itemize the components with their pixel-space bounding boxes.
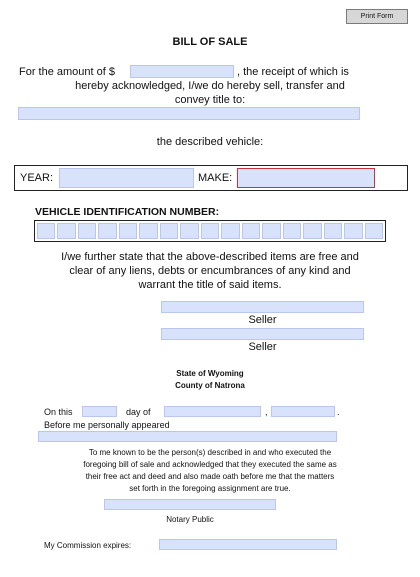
buyer-name-input[interactable] [18, 107, 360, 120]
vin-character-input[interactable] [119, 223, 137, 239]
vin-character-input[interactable] [57, 223, 75, 239]
comma-text: , [265, 407, 268, 417]
amount-suffix-text: , the receipt of which is [237, 66, 349, 78]
vin-character-input[interactable] [98, 223, 116, 239]
vin-character-input[interactable] [180, 223, 198, 239]
vin-character-input[interactable] [283, 223, 301, 239]
year-input[interactable] [59, 168, 194, 188]
described-vehicle-text: the described vehicle: [156, 136, 264, 148]
appeared-name-input[interactable] [38, 431, 337, 442]
on-this-text: On this [44, 407, 73, 417]
vin-character-input[interactable] [324, 223, 342, 239]
seller-2-label: Seller [248, 341, 277, 353]
page-title: BILL OF SALE [172, 36, 248, 48]
vin-character-input[interactable] [160, 223, 178, 239]
commission-label: My Commission expires: [44, 541, 132, 550]
notary-month-input[interactable] [164, 406, 261, 417]
year-label: YEAR: [20, 172, 54, 184]
make-input[interactable] [237, 168, 375, 188]
vin-character-input[interactable] [221, 223, 239, 239]
statement-line-2: clear of any liens, debts or encumbrances of any kind and [69, 265, 351, 277]
notary-para-3: their free act and deed and also made oath before me that the matters [85, 472, 335, 481]
seller-2-input[interactable] [161, 328, 364, 340]
notary-para-4: set forth in the foregoing assignment are true. [129, 484, 291, 493]
vin-character-input[interactable] [37, 223, 55, 239]
vin-character-input[interactable] [303, 223, 321, 239]
notary-signature-input[interactable] [104, 499, 276, 510]
vin-label: VEHICLE IDENTIFICATION NUMBER: [35, 206, 220, 218]
vin-character-input[interactable] [78, 223, 96, 239]
vin-character-input[interactable] [365, 223, 383, 239]
seller-1-input[interactable] [161, 301, 364, 313]
statement-line-1: I/we further state that the above-described items are free and [61, 251, 359, 263]
make-label: MAKE: [198, 172, 233, 184]
notary-year-input[interactable] [271, 406, 335, 417]
vin-character-input[interactable] [344, 223, 362, 239]
notary-public-label: Notary Public [166, 515, 214, 524]
notary-county: County of Natrona [175, 381, 245, 390]
vin-input-row [34, 220, 386, 242]
notary-state: State of Wyoming [176, 369, 244, 378]
vin-character-input[interactable] [262, 223, 280, 239]
notary-para-1: To me known to be the person(s) described in and who executed the [88, 448, 332, 457]
print-form-button[interactable]: Print Form [346, 9, 408, 24]
before-me-text: Before me personally appeared [44, 420, 170, 430]
vin-character-input[interactable] [242, 223, 260, 239]
intro-line-2: hereby acknowledged, I/we do hereby sell, transfer and [75, 80, 345, 92]
vin-character-input[interactable] [201, 223, 219, 239]
amount-prefix-text: For the amount of $ [19, 66, 115, 78]
period-text: . [337, 407, 340, 417]
notary-para-2: foregoing bill of sale and acknowledged that they executed the same as [83, 460, 337, 469]
amount-input[interactable] [130, 65, 234, 78]
intro-line-3: convey title to: [174, 94, 246, 106]
commission-expires-input[interactable] [159, 539, 337, 550]
notary-day-input[interactable] [82, 406, 117, 417]
statement-line-3: warrant the title of said items. [138, 279, 282, 291]
vin-character-input[interactable] [139, 223, 157, 239]
seller-1-label: Seller [248, 314, 277, 326]
day-of-text: day of [126, 407, 151, 417]
